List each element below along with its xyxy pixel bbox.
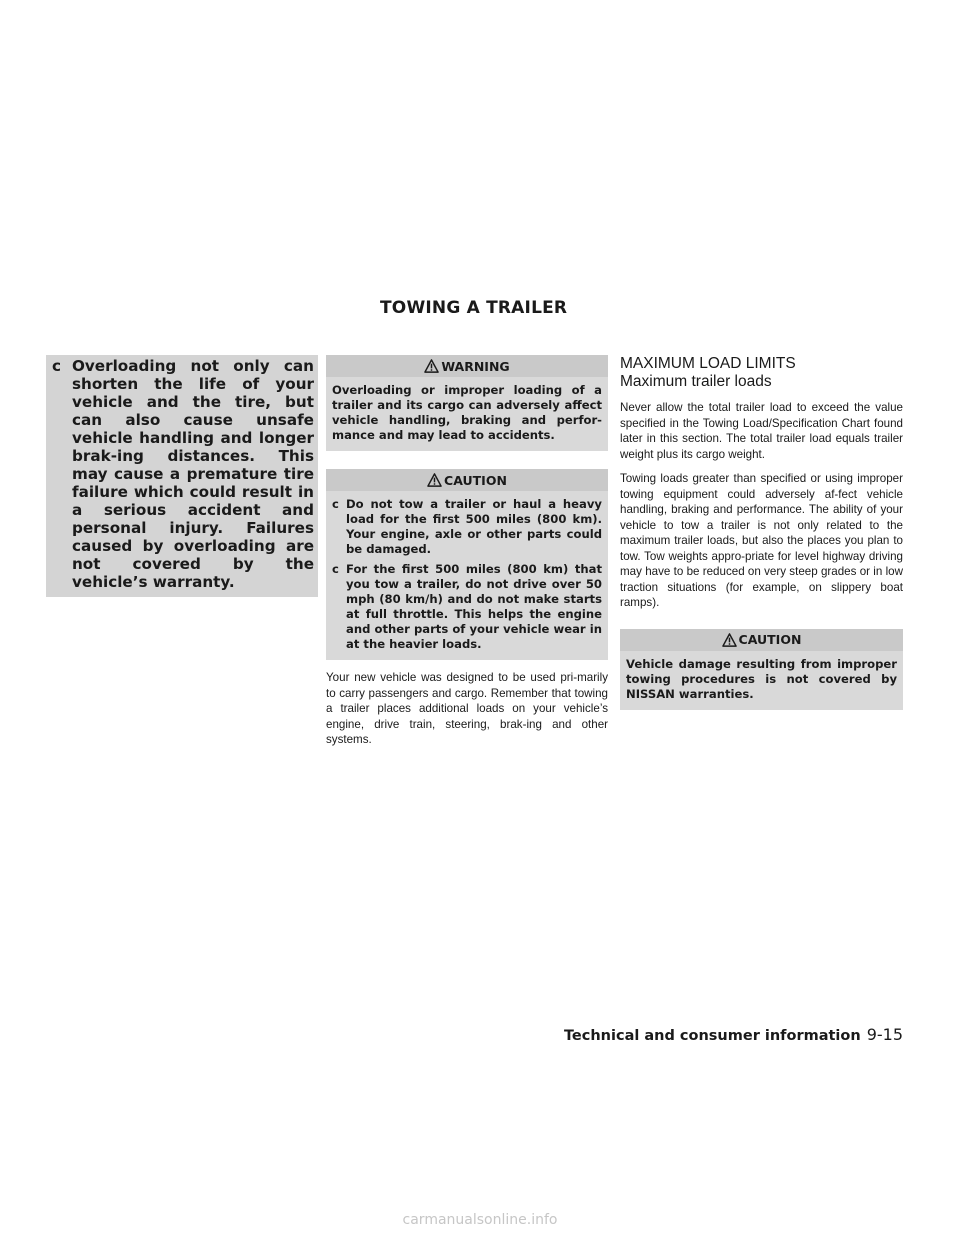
column-middle bbox=[326, 355, 608, 748]
footer-title: Technical and consumer information bbox=[563, 1028, 861, 1044]
column-right bbox=[620, 355, 903, 710]
watermark: carmanualsonline.info bbox=[402, 1212, 558, 1228]
list-item bbox=[332, 562, 602, 652]
overloading-notice bbox=[46, 355, 318, 597]
warning-icon bbox=[424, 359, 439, 373]
paragraph: Never allow the total trailer load to exceed the value specified in the Towing Load/Specification Chart found later in this section. The total trailer load equals trailer weight plus its cargo weight. bbox=[620, 401, 903, 461]
caution-body bbox=[326, 491, 608, 660]
intro-paragraph: Your new vehicle was designed to be used pri-marily to carry passengers and cargo. Remember that towing a trailer places additional loads on your vehicle’s engine, drive train, steering, brak-ing and other systems. bbox=[326, 671, 608, 746]
caution-label: CAUTION bbox=[444, 472, 507, 488]
overloading-text: Overloading not only can shorten the life of your vehicle and the tire, but can also cause unsafe vehicle handling and longer brak-ing distances. This may cause a premature tire failure which could result in a serious accident and personal injury. Failures caused by overloading are not covered by the vehicle’s warranty. bbox=[72, 357, 314, 591]
caution-label: CAUTION bbox=[738, 632, 802, 647]
caution-item-text: Do not tow a trailer or haul a heavy load for the first 500 miles (800 km). Your engine, axle or other parts could be damaged. bbox=[346, 497, 602, 556]
caution-header bbox=[326, 469, 608, 491]
warning-text: Overloading or improper loading of a trailer and its cargo can adversely affect vehicle handling, braking and perfor-mance and may lead to accidents. bbox=[326, 377, 608, 451]
paragraph: Towing loads greater than specified or using improper towing equipment could adversely af-fect vehicle handling, braking and performance. The ability of your vehicle to tow a trailer is not only related to the maximum trailer loads, but also the places you plan to tow. Tow weights appro-priate for level highway driving may have to be reduced on very steep grades or in low traction situations (for example, on slippery boat ramps). bbox=[620, 472, 903, 609]
column-left bbox=[46, 355, 318, 597]
list-item bbox=[332, 497, 602, 557]
section-subheading: Maximum trailer loads bbox=[620, 373, 772, 390]
warning-header bbox=[326, 355, 608, 377]
warning-icon bbox=[427, 473, 442, 487]
section-heading: MAXIMUM LOAD LIMITS bbox=[620, 355, 796, 372]
caution-box bbox=[326, 469, 608, 660]
warning-icon bbox=[722, 633, 737, 647]
warning-box bbox=[326, 355, 608, 451]
caution-item-text: For the first 500 miles (800 km) that you tow a trailer, do not drive over 50 mph (80 km/h) and do not make starts at full throttle. This helps the engine and other parts of your vehicle wear in at the heavier loads. bbox=[346, 562, 602, 651]
page-number: 9-15 bbox=[866, 1025, 903, 1044]
bullet-mark: c bbox=[332, 562, 339, 576]
caution-box bbox=[620, 629, 903, 710]
caution-header bbox=[620, 629, 903, 651]
bullet-mark: c bbox=[52, 357, 62, 375]
section-title: TOWING A TRAILER bbox=[380, 298, 568, 318]
bullet-mark: c bbox=[332, 497, 339, 511]
page-footer bbox=[564, 1025, 903, 1044]
warning-label: WARNING bbox=[441, 358, 510, 374]
caution-text: Vehicle damage resulting from improper towing procedures is not covered by NISSAN warranties. bbox=[620, 651, 903, 710]
